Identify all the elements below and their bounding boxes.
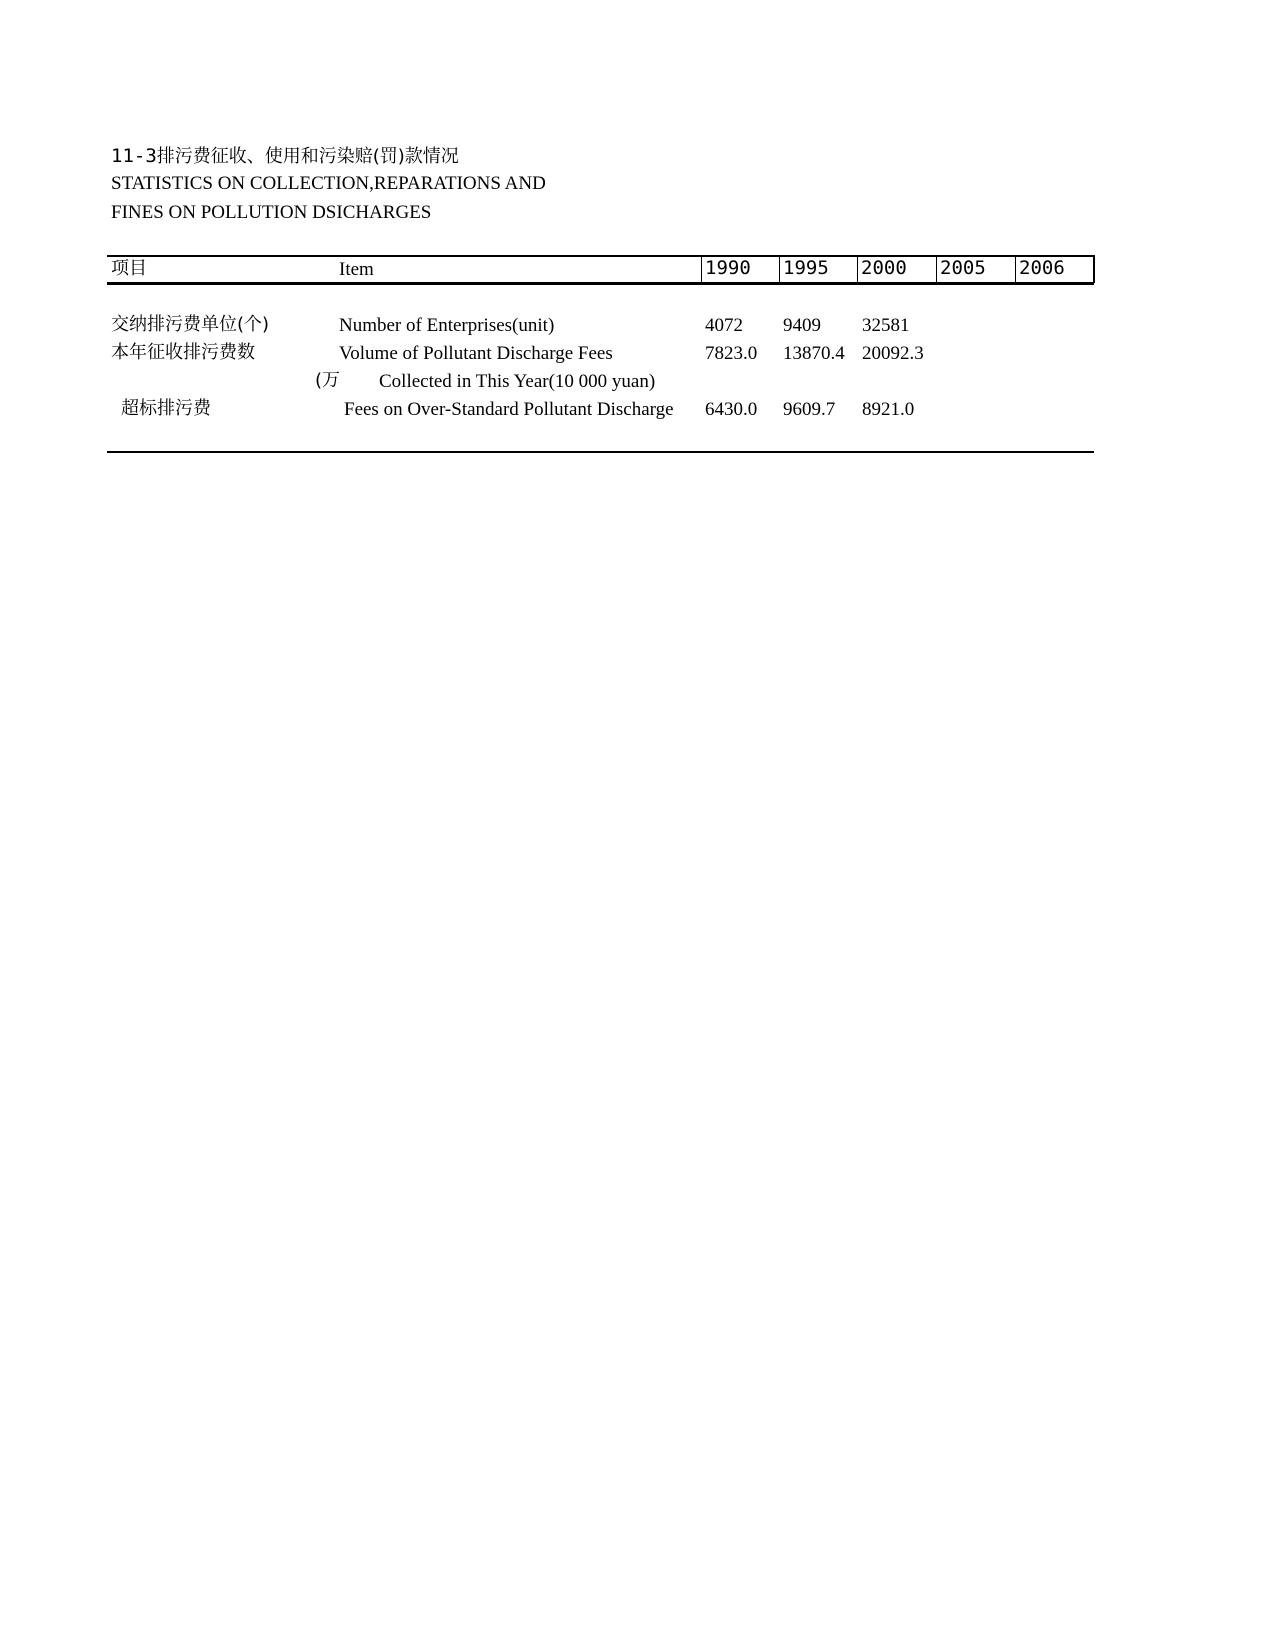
row-label-en: Collected in This Year(10 000 yuan) (379, 371, 656, 392)
cell-value: 6430.0 (705, 399, 758, 420)
title-english-line2: FINES ON POLLUTION DSICHARGES (111, 202, 432, 223)
cell-value: 13870.4 (783, 343, 845, 364)
header-right-border (1093, 255, 1095, 283)
table-number: 11-3 (111, 145, 157, 167)
table-bottom-rule (107, 451, 1094, 453)
cell-value: 7823.0 (705, 343, 758, 364)
title-chinese (111, 144, 459, 169)
row-label-cn: 交纳排污费单位(个) (111, 314, 270, 335)
header-year: 1995 (779, 255, 857, 283)
title-english-line1: STATISTICS ON COLLECTION,REPARATIONS AND (111, 173, 546, 194)
row-label-en: Volume of Pollutant Discharge Fees (339, 343, 613, 364)
header-item-cn: 项目 (111, 258, 147, 279)
header-year: 1990 (701, 255, 779, 283)
row-label-en: Fees on Over-Standard Pollutant Discharge (344, 399, 674, 420)
row-label-cn: 超标排污费 (121, 398, 211, 419)
cell-value: 9609.7 (783, 399, 836, 420)
row-label-cn: (万 (315, 370, 341, 391)
header-year: 2006 (1015, 255, 1093, 283)
row-label-en: Number of Enterprises(unit) (339, 315, 555, 336)
row-label-cn: 本年征收排污费数 (111, 342, 255, 363)
cell-value: 20092.3 (862, 343, 924, 364)
cell-value: 8921.0 (862, 399, 915, 420)
title-chinese-text: 排污费征收、使用和污染赔(罚)款情况 (156, 146, 459, 167)
cell-value: 32581 (862, 315, 910, 336)
header-year: 2000 (857, 255, 936, 283)
cell-value: 4072 (705, 315, 743, 336)
header-year: 2005 (936, 255, 1015, 283)
cell-value: 9409 (783, 315, 821, 336)
header-item-en: Item (339, 259, 374, 280)
